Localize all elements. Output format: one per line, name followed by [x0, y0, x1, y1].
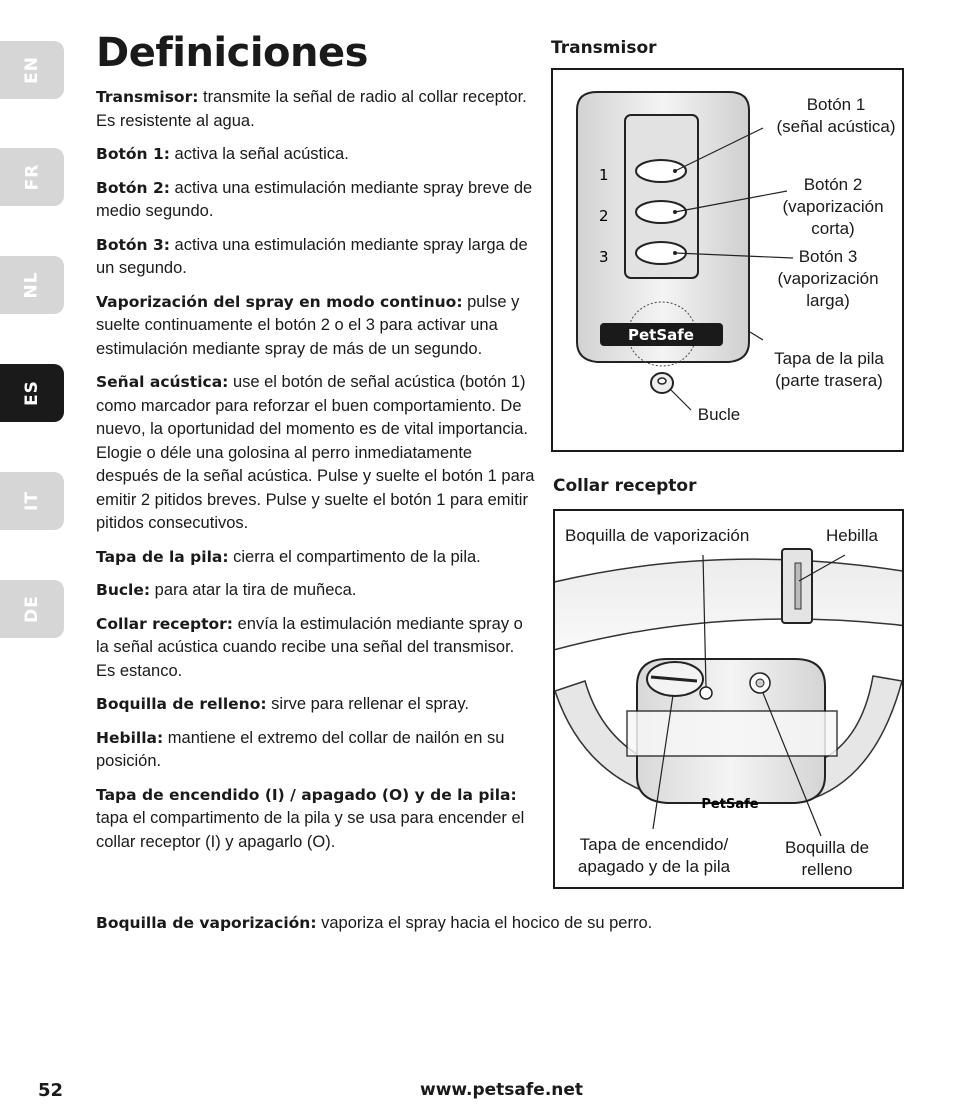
language-tab-de[interactable] — [0, 580, 64, 638]
label-text: Tapa de encendido/ apagado y de la pila — [577, 835, 731, 876]
definition-item — [96, 371, 536, 536]
language-tab-en[interactable] — [0, 41, 64, 99]
definition-term: Boquilla de vaporización: — [96, 914, 317, 932]
language-tab-es[interactable] — [0, 364, 64, 422]
definition-term: Transmisor: — [96, 88, 199, 106]
definition-text: sirve para rellenar el spray. — [266, 695, 469, 713]
petsafe-logo-text: PetSafe — [628, 326, 694, 344]
label-text: Botón 3 (vaporización larga) — [777, 247, 879, 310]
definition-term: Botón 3: — [96, 235, 170, 254]
label-text: Hebilla — [826, 526, 878, 545]
label-loop — [689, 404, 749, 426]
definition-term: Vaporización del spray en modo continuo: — [96, 292, 463, 311]
label-button-3 — [758, 246, 898, 312]
definition-text: mantiene el extremo del collar de nailón en su posición. — [96, 728, 505, 770]
footer-url-link[interactable]: www.petsafe.net — [420, 1080, 584, 1100]
definitions-list — [96, 86, 536, 864]
label-text: Bucle — [697, 405, 741, 424]
definition-term: Señal acústica: — [96, 373, 229, 391]
tab-label: DE — [21, 595, 42, 623]
label-text: Boquilla de relleno — [784, 838, 870, 879]
label-power-cover — [559, 834, 749, 878]
definition-item — [96, 613, 536, 684]
label-battery-cover — [756, 348, 902, 392]
button-1-shape — [636, 160, 686, 182]
button-number-3: 3 — [599, 248, 609, 266]
definition-item — [96, 177, 536, 224]
definition-text: transmite la señal de radio al collar receptor. Es resistente al agua. — [96, 88, 527, 130]
tab-label: IT — [21, 491, 42, 511]
definition-term: Hebilla: — [96, 728, 164, 747]
tab-label: FR — [21, 163, 42, 191]
page-number: 52 — [38, 1080, 64, 1101]
definition-term: Boquilla de relleno: — [96, 695, 267, 713]
definition-term: Tapa de encendido (I) / apagado (O) y de la pila: — [96, 785, 517, 804]
label-text: Boquilla de vaporización — [565, 526, 750, 545]
definition-item — [96, 291, 536, 362]
definition-item — [96, 546, 536, 570]
language-tab-it[interactable] — [0, 472, 64, 530]
definition-item — [96, 579, 536, 603]
definition-term: Collar receptor: — [96, 614, 234, 633]
language-tab-nl[interactable] — [0, 256, 64, 314]
definition-text: vaporiza el spray hacia el hocico de su perro. — [316, 914, 653, 932]
definition-term: Botón 2: — [96, 178, 170, 197]
definition-item-spray-nozzle — [96, 912, 896, 936]
definition-text: envía la estimulación mediante spray o la señal acústica cuando recibe una señal del transmisor. Es estanco. — [96, 614, 523, 680]
definition-text: activa una estimulación mediante spray breve de medio segundo. — [96, 178, 533, 220]
collar-illustration — [555, 511, 902, 887]
definition-term: Botón 1: — [96, 145, 170, 163]
language-tab-fr[interactable] — [0, 148, 64, 206]
label-refill-nozzle — [767, 837, 887, 881]
transmitter-figure-title: Transmisor — [551, 38, 657, 58]
collar-figure — [553, 509, 904, 889]
transmitter-figure — [551, 68, 904, 452]
definition-item — [96, 86, 536, 133]
button-number-2: 2 — [599, 207, 609, 225]
definition-item — [96, 784, 536, 855]
button-2-shape — [636, 201, 686, 223]
definition-text: tapa el compartimento de la pila y se usa para encender el collar receptor (I) y apagarlo (O). — [96, 809, 525, 851]
tab-label: EN — [22, 56, 42, 84]
definition-item — [96, 727, 536, 774]
definition-text: activa la señal acústica. — [169, 145, 349, 163]
definition-text: cierra el compartimento de la pila. — [228, 547, 481, 566]
definition-item — [96, 693, 536, 717]
collar-figure-title: Collar receptor — [553, 476, 697, 496]
definition-text: para atar la tira de muñeca. — [150, 581, 357, 599]
definition-term: Bucle: — [96, 581, 151, 599]
label-spray-nozzle — [565, 525, 785, 547]
tab-label: NL — [22, 271, 42, 299]
definition-item — [96, 143, 536, 167]
definition-item — [96, 234, 536, 281]
spray-nozzle-shape — [700, 687, 712, 699]
petsafe-logo-text: PetSafe — [701, 797, 759, 812]
page-title: Definiciones — [96, 30, 368, 76]
label-button-1 — [766, 94, 904, 138]
definition-text: use el botón de señal acústica (botón 1) como marcador para reforzar el buen comportamiento. De nuevo, la oportunidad del momento es de vital importancia. Elogie o déle una golosina al perro inmediatamente después de la señal acústica. Pulse y suelte el botón 1 para emitir 2 pitidos breves. Pulse y suelte el botón 1 para emitir pitidos consecutivos. — [96, 373, 535, 532]
label-text: Botón 2 (vaporización corta) — [782, 175, 884, 238]
label-buckle — [817, 525, 887, 547]
definition-text: pulse y suelte continuamente el botón 2 o el 3 para activar una estimulación mediante spray de más de un segundo. — [96, 292, 520, 358]
definition-term: Tapa de la pila: — [96, 547, 229, 566]
collar-strap — [555, 559, 902, 651]
label-button-2 — [763, 174, 903, 240]
label-text: Botón 1 (señal acústica) — [776, 95, 896, 136]
definition-text: activa una estimulación mediante spray larga de un segundo. — [96, 235, 528, 277]
label-text: Tapa de la pila (parte trasera) — [774, 349, 884, 390]
button-number-1: 1 — [599, 166, 609, 184]
tab-label: ES — [21, 380, 42, 406]
